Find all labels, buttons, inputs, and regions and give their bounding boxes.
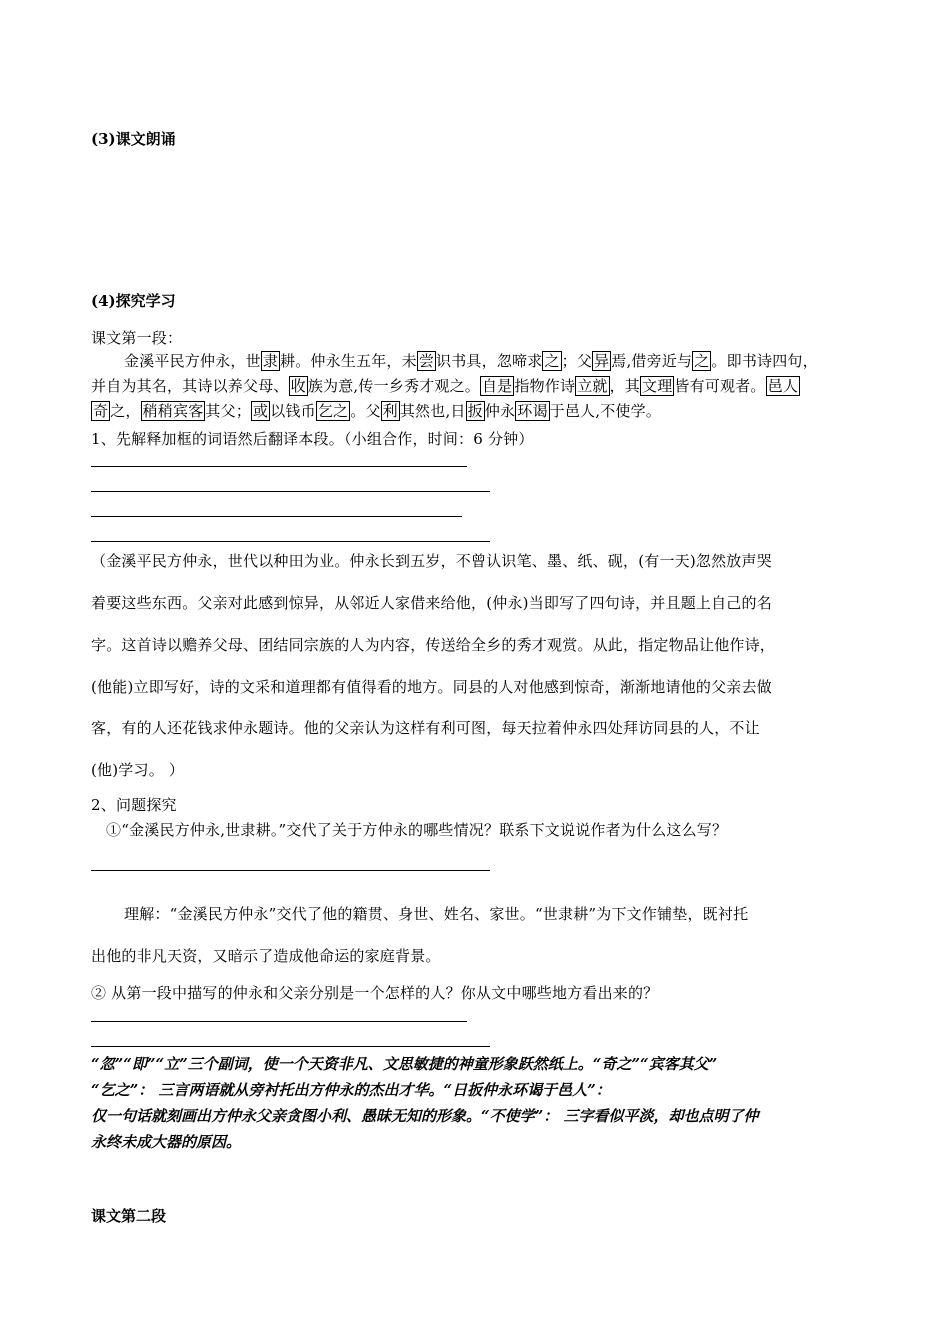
section-heading-explore: (4)探究学习: [91, 292, 176, 310]
boxed-word: 尝: [418, 352, 435, 370]
section-heading-recite: (3)课文朗诵: [91, 130, 176, 148]
passage-text: 其父；: [205, 402, 252, 420]
boxed-word: 文理: [642, 377, 673, 395]
boxed-word: 之: [694, 352, 710, 370]
answer-line: [91, 491, 490, 492]
question-two: ② 从第一段中描写的仲永和父亲分别是一个怎样的人？你从文中哪些地方看出来的？: [91, 984, 659, 1002]
analysis-line: 仅一句话就刻画出方仲永父亲贪图小利、愚昧无知的形象。“不使学”： 三字看似平淡，却也点明了仲: [91, 1107, 759, 1125]
translation-line: (他)学习。 ）: [91, 761, 185, 779]
passage-text: 识书具，忽啼求: [436, 352, 543, 370]
passage-text: ，其: [609, 377, 641, 395]
passage-text: 焉,借旁近与: [611, 352, 693, 370]
passage-line: [91, 400, 661, 421]
boxed-word: 奇: [93, 402, 109, 420]
boxed-word: 扳: [467, 402, 483, 420]
passage-text: 皆有可观者。: [674, 377, 766, 395]
answer-one-line: 出他的非凡天资，又暗示了造成他命运的家庭背景。: [91, 947, 441, 965]
boxed-word: 立就: [577, 377, 608, 395]
translation-line: 客，有的人还花钱求仲永题诗。他的父亲认为这样有利可图，每天拉着仲永四处拜访同县的人，不让: [91, 719, 760, 737]
task-one-instruction: 1、先解释加框的词语然后翻译本段。（小组合作，时间：6 分钟）: [91, 430, 534, 448]
boxed-word: 或: [253, 402, 269, 420]
passage-line: [91, 375, 800, 396]
boxed-word: 利: [382, 402, 398, 420]
answer-line: [91, 516, 462, 517]
boxed-word: 之: [544, 352, 560, 370]
answer-line: [91, 1021, 467, 1022]
passage-text: 。父: [350, 402, 381, 420]
passage-text: 耕。仲永生五年，未: [280, 352, 417, 370]
translation-line: 字。这首诗以赡养父母、团结同宗族的人为内容，传送给全乡的秀才观赏。从此，指定物品让他作诗，: [91, 636, 776, 654]
analysis-line: “忽”“即”“立”三个副词，使一个天资非凡、文思敏捷的神童形象跃然纸上。“奇之”“宾客其父”: [91, 1055, 718, 1073]
paragraph-one-label: 课文第一段：: [91, 329, 183, 347]
passage-text: 之，: [110, 402, 141, 420]
boxed-word: 自是: [481, 377, 513, 395]
translation-line: (他能)立即写好，诗的文采和道理都有值得看的地方。同县的人对他感到惊奇，渐渐地请他的父亲去做: [91, 678, 772, 696]
translation-line: 着要这些东西。父亲对此感到惊异，从邻近人家借来给他，(仲永)当即写了四句诗，并且题上自己的名: [91, 594, 772, 612]
passage-text: 并自为其名，其诗以养父母、: [91, 377, 289, 395]
answer-line: [91, 1046, 490, 1047]
passage-text: 。即书诗四句，: [711, 352, 818, 370]
boxed-word: 邑人: [767, 377, 799, 395]
boxed-word: 隶: [262, 352, 279, 370]
answer-line: [91, 870, 490, 871]
analysis-line: 永终未成大器的原因。: [91, 1133, 242, 1151]
passage-text: 于邑人,不使学。: [549, 402, 662, 420]
passage-text: 金溪平民方仲永，世: [124, 352, 261, 370]
answer-line: [91, 466, 467, 467]
boxed-word: 收: [290, 377, 306, 395]
answer-line: [91, 541, 490, 542]
boxed-word: 乞之: [317, 402, 349, 420]
passage-text: 仲永: [484, 402, 516, 420]
boxed-word: 异: [594, 352, 610, 370]
task-two-heading: 2、问题探究: [91, 796, 177, 814]
passage-text: 以钱币: [270, 402, 316, 420]
passage-text: 族为意,传一乡秀才观之。: [307, 377, 480, 395]
passage-text: ；父: [561, 352, 593, 370]
passage-line: [124, 350, 818, 371]
answer-one-line: 理解：“金溪民方仲永”交代了他的籍贯、身世、姓名、家世。“世隶耕”为下文作铺垫，既衬托: [124, 905, 749, 923]
translation-line: （金溪平民方仲永，世代以种田为业。仲永长到五岁，不曾认识笔、墨、纸、砚，(有一天)忽然放声哭: [91, 552, 772, 570]
analysis-line: “乞之”： 三言两语就从旁衬托出方仲永的杰出才华。“日扳仲永环谒于邑人”：: [91, 1081, 611, 1099]
boxed-word: 环谒: [517, 402, 548, 420]
boxed-word: 稍稍宾客: [142, 402, 204, 420]
passage-text: 其然也,日: [399, 402, 466, 420]
question-one: ①“金溪民方仲永,世隶耕。”交代了关于方仲永的哪些情况？联系下文说说作者为什么这么写？: [106, 821, 728, 839]
passage-text: 指物作诗: [514, 377, 576, 395]
section-heading-paragraph-two: 课文第二段: [91, 1207, 167, 1225]
